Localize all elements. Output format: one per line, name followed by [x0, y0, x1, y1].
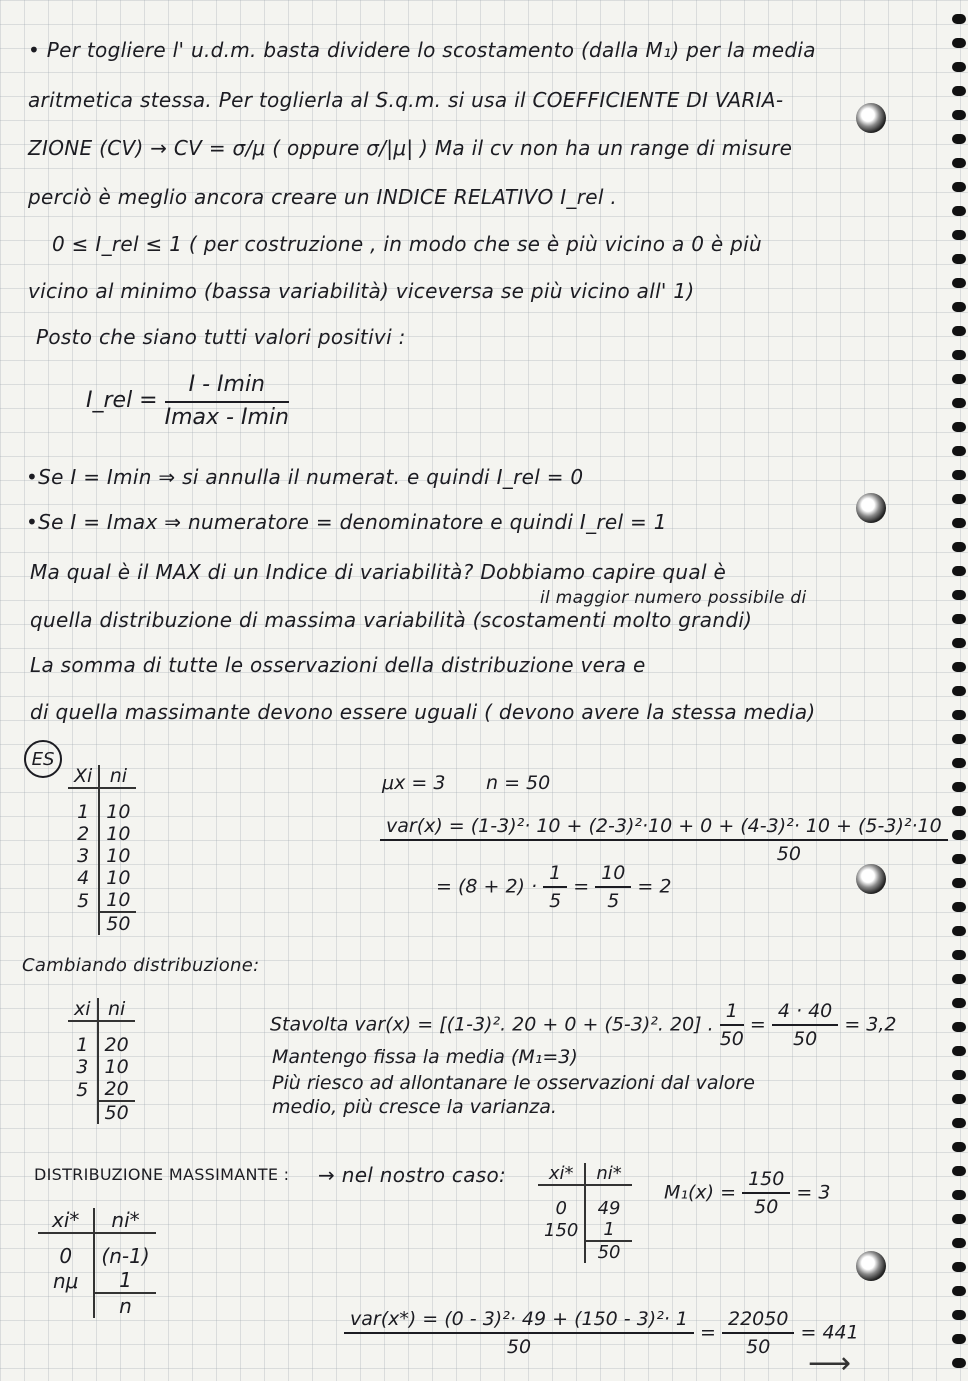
- table-header: xi*: [538, 1163, 585, 1185]
- fraction: [742, 1168, 790, 1218]
- table-header: xi: [68, 998, 98, 1021]
- spiral-ring: [952, 566, 966, 576]
- table-row: [68, 889, 136, 912]
- table-cell: 4: [68, 867, 99, 889]
- formula-denominator: Imax - Imin: [164, 405, 289, 430]
- variance-fraction: [344, 1308, 694, 1358]
- text-line: aritmetica stessa. Per toglierla al S.q.m. si usa il COEFFICIENTE DI VARIA-: [28, 88, 784, 112]
- punch-hole: [856, 493, 886, 523]
- table-total: n: [94, 1293, 155, 1318]
- fraction-num: 22050: [722, 1308, 794, 1334]
- variance-fraction: [380, 815, 948, 865]
- table-header: ni*: [585, 1163, 631, 1185]
- spiral-ring: [952, 830, 966, 840]
- spiral-ring: [952, 1022, 966, 1032]
- table-cell: (n-1): [101, 1244, 150, 1268]
- fraction: [772, 1000, 838, 1050]
- table-row: [68, 1078, 135, 1101]
- spiral-ring: [952, 1190, 966, 1200]
- section-label: → nel nostro caso:: [318, 1163, 507, 1187]
- table-header: Xi: [68, 765, 99, 788]
- spiral-ring: [952, 902, 966, 912]
- table-header: ni: [99, 765, 136, 788]
- table-row: [68, 823, 136, 845]
- table-total-row: [38, 1293, 156, 1318]
- case-line: •Se I = Imin ⇒ si annulla il numerat. e quindi I_rel = 0: [26, 465, 584, 489]
- table-cell: 20: [104, 1078, 129, 1100]
- punch-hole: [856, 864, 886, 894]
- spiral-ring: [952, 470, 966, 480]
- table-row: [68, 867, 136, 889]
- table-row: [68, 1056, 135, 1078]
- spiral-ring: [952, 350, 966, 360]
- table-total: 50: [585, 1241, 631, 1263]
- spiral-ring: [952, 974, 966, 984]
- fraction-den: 50: [754, 1196, 779, 1218]
- spiral-ring: [952, 494, 966, 504]
- spiral-ring: [952, 950, 966, 960]
- mean-result: = 3: [796, 1181, 831, 1204]
- case-max-table: [538, 1163, 632, 1263]
- variance-numerator: var(x) = (1-3)²· 10 + (2-3)²·10 + 0 + (4-3)²· 10 + (5-3)²·10: [380, 815, 948, 841]
- spiral-ring: [952, 62, 966, 72]
- spiral-ring: [952, 518, 966, 528]
- fraction-num: 10: [595, 862, 631, 888]
- fraction-num: var(x*) = (0 - 3)²· 49 + (150 - 3)²· 1: [344, 1308, 694, 1334]
- variance-max-line: $\frac{\text{var(x*) = (0 - 3)²· 49 + (150 - 3)²· 1}}{50}$ = $\frac{22050}{50}$ = 441: [344, 1308, 859, 1358]
- table-cell: 20: [104, 1034, 129, 1056]
- table-cell: 3: [68, 845, 99, 867]
- spiral-ring: [952, 182, 966, 192]
- variance-step: = (8 + 2) ·: [436, 875, 538, 898]
- table-cell: 10: [106, 845, 131, 867]
- spiral-ring: [952, 734, 966, 744]
- spiral-ring: [952, 1070, 966, 1080]
- text-line: ZIONE (CV) → CV = σ/μ ( oppure σ/|μ| ) Ma il cv non ha un range di misure: [28, 136, 793, 160]
- spiral-ring: [952, 686, 966, 696]
- spiral-ring: [952, 14, 966, 24]
- table-header-row: [38, 1208, 156, 1233]
- table-total-row: [68, 912, 136, 935]
- spiral-ring: [952, 1334, 966, 1344]
- notebook-spiral: [946, 0, 968, 1379]
- table-row: [38, 1233, 156, 1268]
- frequency-table-1: [68, 765, 136, 935]
- table-cell: 10: [106, 889, 131, 911]
- formula-fraction: [165, 372, 289, 430]
- table-cell: 10: [106, 867, 131, 889]
- table-header: xi*: [38, 1208, 94, 1233]
- spiral-ring: [952, 638, 966, 648]
- note-line: Mantengo fissa la media (M₁=3): [272, 1046, 578, 1068]
- table-row: [68, 801, 136, 823]
- spiral-ring: [952, 110, 966, 120]
- spiral-ring: [952, 1166, 966, 1176]
- spiral-ring: [952, 1310, 966, 1320]
- section-label: DISTRIBUZIONE MASSIMANTE :: [34, 1165, 290, 1184]
- annotation-note: il maggior numero possibile di: [540, 588, 807, 608]
- spiral-ring: [952, 158, 966, 168]
- table-cell: 10: [106, 823, 131, 845]
- text-line: Posto che siano tutti valori positivi :: [36, 325, 406, 349]
- text-line: vicino al minimo (bassa variabilità) viceversa se più vicino all' 1): [28, 279, 695, 303]
- mean-max-line: [664, 1168, 830, 1218]
- spiral-ring: [952, 254, 966, 264]
- table-cell: 1: [68, 801, 99, 823]
- spiral-ring: [952, 302, 966, 312]
- table-total: 50: [98, 1101, 135, 1124]
- fraction: [543, 862, 567, 912]
- fraction: [595, 862, 631, 912]
- table-total-row: [68, 1101, 135, 1124]
- table-cell: 49: [597, 1198, 621, 1219]
- spiral-ring: [952, 614, 966, 624]
- punch-hole: [856, 1251, 886, 1281]
- table-row: [68, 845, 136, 867]
- spiral-ring: [952, 806, 966, 816]
- fraction-num: 150: [742, 1168, 790, 1194]
- spiral-ring: [952, 1358, 966, 1368]
- variance-denominator: 50: [776, 843, 801, 865]
- spiral-ring: [952, 710, 966, 720]
- spiral-ring: [952, 230, 966, 240]
- fraction-den: 50: [746, 1336, 771, 1358]
- spiral-ring: [952, 998, 966, 1008]
- table-cell: 10: [104, 1056, 129, 1078]
- fraction: [722, 1308, 794, 1358]
- fraction-den: 5: [549, 890, 562, 912]
- text-line: 0 ≤ I_rel ≤ 1 ( per costruzione , in modo che se è più vicino a 0 è più: [52, 232, 762, 256]
- text-line: La somma di tutte le osservazioni della distribuzione vera e: [30, 653, 646, 677]
- variance-line-2: Stavolta var(x) = [(1-3)². 20 + 0 + (5-3)². 20] . $\frac{1}{50}$ = $\frac{4 \cdot 40}{50}$ = 3,2: [270, 1000, 897, 1050]
- example-label: ES: [24, 740, 62, 778]
- spiral-ring: [952, 854, 966, 864]
- n-label: n = 50: [486, 772, 551, 794]
- irel-formula: [86, 372, 289, 430]
- frequency-table-2: [68, 998, 135, 1124]
- spiral-ring: [952, 206, 966, 216]
- spiral-ring: [952, 38, 966, 48]
- table-cell: 5: [68, 889, 99, 912]
- table-row: [68, 1034, 135, 1056]
- table-cell: 2: [68, 823, 99, 845]
- spiral-ring: [952, 878, 966, 888]
- case-line: •Se I = Imax ⇒ numeratore = denominatore e quindi I_rel = 1: [26, 510, 667, 534]
- spiral-ring: [952, 590, 966, 600]
- variance-result: = 2: [637, 875, 672, 898]
- table-cell: 5: [68, 1078, 98, 1101]
- mean-label: μx = 3: [382, 772, 446, 794]
- spiral-ring: [952, 1286, 966, 1296]
- variance-result: = 441: [800, 1321, 859, 1344]
- spiral-ring: [952, 1046, 966, 1056]
- fraction-den: 50: [719, 1028, 744, 1050]
- table-header-row: [68, 998, 135, 1021]
- fraction-num: 1: [720, 1000, 744, 1026]
- table-header: ni*: [94, 1208, 155, 1233]
- fraction-num: 1: [543, 862, 567, 888]
- table-total: 50: [99, 912, 136, 935]
- spiral-ring: [952, 398, 966, 408]
- fraction: [720, 1000, 744, 1050]
- section-label: Cambiando distribuzione:: [22, 955, 260, 976]
- table-row: [538, 1219, 632, 1241]
- fraction-num: 4 · 40: [772, 1000, 838, 1026]
- punch-hole: [856, 103, 886, 133]
- text-line: di quella massimante devono essere uguali ( devono avere la stessa media): [30, 700, 816, 724]
- spiral-ring: [952, 326, 966, 336]
- table-total-row: [538, 1241, 632, 1263]
- spiral-ring: [952, 782, 966, 792]
- spiral-ring: [952, 1142, 966, 1152]
- spiral-ring: [952, 134, 966, 144]
- fraction-den: 50: [792, 1028, 818, 1050]
- variance-line: [380, 815, 948, 865]
- table-cell: 1: [119, 1268, 132, 1292]
- spiral-ring: [952, 86, 966, 96]
- spiral-ring: [952, 1214, 966, 1224]
- variance-result: = 3,2: [844, 1013, 897, 1036]
- table-header: ni: [98, 998, 135, 1021]
- table-header-row: [68, 765, 136, 788]
- spiral-ring: [952, 374, 966, 384]
- variance-text: Stavolta var(x) = [(1-3)². 20 + 0 + (5-3)². 20] .: [270, 1013, 714, 1036]
- next-page-arrow-icon: ⟶: [808, 1346, 852, 1381]
- table-cell: 0: [38, 1233, 94, 1268]
- text-line: Ma qual è il MAX di un Indice di variabilità? Dobbiamo capire qual è: [30, 560, 727, 584]
- text-line: perciò è meglio ancora creare un INDICE RELATIVO I_rel .: [28, 185, 618, 209]
- note-line: medio, più cresce la varianza.: [272, 1096, 557, 1118]
- table-cell: 1: [68, 1034, 98, 1056]
- table-cell: nμ: [38, 1268, 94, 1293]
- spiral-ring: [952, 422, 966, 432]
- table-cell: 3: [68, 1056, 98, 1078]
- spiral-ring: [952, 1094, 966, 1104]
- text-line: • Per togliere l' u.d.m. basta dividere lo scostamento (dalla M₁) per la media: [28, 38, 816, 62]
- mean-label: M₁(x) =: [664, 1181, 737, 1204]
- table-row: [538, 1185, 632, 1219]
- table-cell: 0: [538, 1185, 585, 1219]
- spiral-ring: [952, 1262, 966, 1272]
- spiral-ring: [952, 926, 966, 936]
- text-line: quella distribuzione di massima variabilità (scostamenti molto grandi): [30, 608, 753, 632]
- spiral-ring: [952, 662, 966, 672]
- fraction-den: 5: [607, 890, 620, 912]
- general-max-table: [38, 1208, 156, 1318]
- variance-result-line: = (8 + 2) · $\frac{1}{5}$ = $\frac{10}{5}$ = 2: [436, 862, 672, 912]
- table-cell: 1: [603, 1219, 615, 1240]
- spiral-ring: [952, 1118, 966, 1128]
- formula-numerator: I - Imin: [165, 372, 289, 403]
- formula-lhs: I_rel =: [86, 388, 158, 413]
- table-cell: 150: [538, 1219, 585, 1241]
- note-line: Più riesco ad allontanare le osservazioni dal valore: [272, 1072, 755, 1094]
- fraction-den: 50: [506, 1336, 532, 1358]
- spiral-ring: [952, 278, 966, 288]
- table-row: [38, 1268, 156, 1293]
- table-header-row: [538, 1163, 632, 1185]
- spiral-ring: [952, 446, 966, 456]
- spiral-ring: [952, 1238, 966, 1248]
- spiral-ring: [952, 758, 966, 768]
- table-cell: 10: [106, 801, 131, 823]
- spiral-ring: [952, 542, 966, 552]
